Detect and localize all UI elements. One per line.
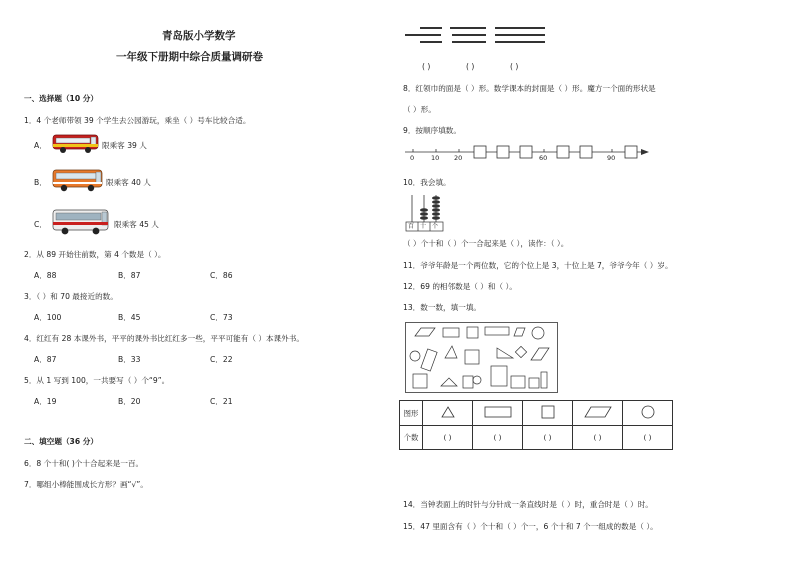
table-header-shape: 图形: [400, 401, 423, 426]
table-shape-rectangle: [473, 401, 523, 426]
q1-text: 1．4 个老师带领 39 个学生去公园游玩，乘坐（ ）号车比较合适。: [24, 116, 251, 125]
q10-text: 10．我会填。: [403, 178, 451, 187]
q15-text: 15．47 里面含有（ ）个十和（ ）个一，6 个十和 7 个一组成的数是（ ）。: [403, 522, 658, 531]
q8-line-2: （ ）形。: [403, 105, 436, 114]
numberline-label-20: 20: [454, 154, 463, 162]
q1-option-c-label: 限乘客 45 人: [114, 220, 159, 229]
circle-shape-icon: [640, 404, 656, 420]
table-count-circle[interactable]: ( ): [623, 426, 673, 450]
q3-text: 3．（ ）和 70 最接近的数。: [24, 292, 118, 301]
q1-option-a-letter: A．: [34, 141, 47, 150]
q11-text: 11．爷爷年龄是一个两位数，它的个位上是 3，十位上是 7，爷爷今年（ ）岁。: [403, 261, 673, 270]
abacus-label-tens: 十: [420, 223, 427, 230]
q9-text: 9．按顺序填数。: [403, 126, 461, 135]
white-bus-icon: [52, 207, 110, 237]
q14-text: 14．当钟表面上的时针与分针成一条直线时是（ ）时，重合时是（ ）时。: [403, 500, 653, 509]
q1-option-a-label: 限乘客 39 人: [102, 141, 147, 150]
title-line-2: 一年级下册期中综合质量调研卷: [116, 51, 263, 63]
orange-bus-icon: [52, 167, 104, 193]
q2-option-c: C．86: [210, 271, 233, 280]
table-shape-circle: [623, 401, 673, 426]
table-count-parallelogram[interactable]: ( ): [573, 426, 623, 450]
table-header-count: 个数: [400, 426, 423, 450]
q3-option-c: C．73: [210, 313, 233, 322]
table-count-triangle[interactable]: ( ): [423, 426, 473, 450]
q4-text: 4．红红有 28 本课外书，平平的课外书比红红多一些，平平可能有（ ）本课外书。: [24, 334, 304, 343]
square-shape-icon: [540, 404, 556, 420]
q7-blank-3[interactable]: ( ): [510, 62, 519, 71]
abacus-label-ones: 个: [432, 223, 439, 230]
section2-heading: 二、填空题（36 分）: [24, 437, 98, 446]
table-count-square[interactable]: ( ): [523, 426, 573, 450]
q2-option-b: B．87: [118, 271, 141, 280]
triangle-shape-icon: [440, 405, 456, 419]
q13-text: 13．数一数，填一填。: [403, 303, 482, 312]
q4-option-a: A．87: [34, 355, 57, 364]
shape-count-table: [399, 400, 673, 450]
table-count-rectangle[interactable]: ( ): [473, 426, 523, 450]
q1-option-c-letter: C．: [34, 220, 47, 229]
q4-option-b: B．33: [118, 355, 141, 364]
q3-option-b: B．45: [118, 313, 141, 322]
q5-text: 5．从 1 写到 100，一共要写（ ）个“9”。: [24, 376, 170, 385]
title-line-1: 青岛版小学数学: [162, 30, 236, 42]
q6-text: 6．8 个十和( )个十合起来是一百。: [24, 459, 144, 468]
q5-option-c: C．21: [210, 397, 233, 406]
parallelogram-shape-icon: [583, 405, 613, 419]
rectangle-shape-icon: [483, 405, 513, 419]
q5-option-b: B．20: [118, 397, 141, 406]
q7-stick-groups: [400, 26, 550, 46]
table-shape-square: [523, 401, 573, 426]
numberline-label-90: 90: [607, 154, 616, 162]
q1-option-b-label: 限乘客 40 人: [106, 178, 151, 187]
q2-text: 2．从 89 开始往前数，第 4 个数是（ ）。: [24, 250, 166, 259]
q7-blank-2[interactable]: ( ): [466, 62, 475, 71]
q5-option-a: A．19: [34, 397, 57, 406]
q10-answer: （ ）个十和（ ）个一合起来是（ ），读作：（ ）。: [403, 239, 569, 248]
shapes-figure: [405, 322, 559, 394]
q1-option-b-letter: B．: [34, 178, 47, 187]
q4-option-c: C．22: [210, 355, 233, 364]
q12-text: 12．69 的相邻数是（ ）和（ ）。: [403, 282, 517, 291]
abacus-label-hundreds: 百: [408, 223, 415, 230]
numberline-label-0: 0: [410, 154, 415, 162]
q7-blank-1[interactable]: ( ): [422, 62, 431, 71]
number-line: [403, 142, 653, 166]
q3-option-a: A．100: [34, 313, 62, 322]
section1-heading: 一、选择题（10 分）: [24, 94, 98, 103]
table-shape-parallelogram: [573, 401, 623, 426]
q7-text: 7．哪组小棒能围成长方形？画“√”。: [24, 480, 148, 489]
numberline-label-60: 60: [539, 154, 548, 162]
q8-line-1: 8．红领巾的面是（ ）形。数学课本的封面是（ ）形。魔方一个面的形状是: [403, 84, 656, 93]
table-shape-triangle: [423, 401, 473, 426]
q2-option-a: A．88: [34, 271, 57, 280]
numberline-label-10: 10: [431, 154, 440, 162]
red-bus-icon: [52, 132, 100, 154]
